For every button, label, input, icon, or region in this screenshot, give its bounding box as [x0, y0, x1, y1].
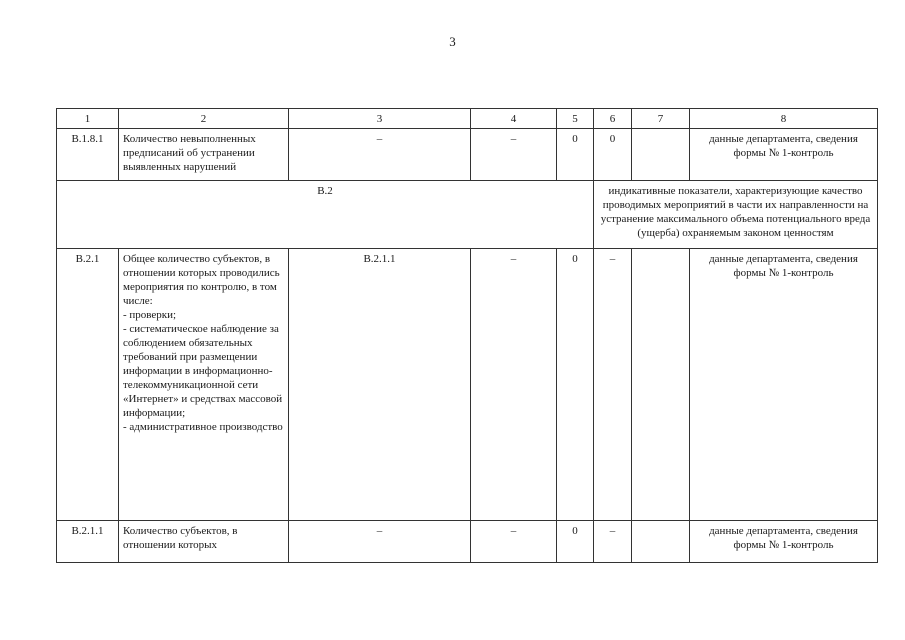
row-code: В.2.1: [57, 249, 119, 521]
row-name: Количество субъектов, в отношении которых: [119, 521, 289, 563]
row-source: данные департамента, сведения формы № 1-контроль: [690, 129, 878, 181]
row-name: Количество невыполненных предписаний об устранении выявленных нарушений: [119, 129, 289, 181]
header-cell-6: 6: [594, 109, 632, 129]
row-col7: [632, 129, 690, 181]
header-cell-2: 2: [119, 109, 289, 129]
table-row-b181: [57, 129, 878, 181]
row-source: данные департамента, сведения формы № 1-контроль: [690, 249, 878, 521]
table-row-b21: [57, 249, 878, 521]
row-col6: 0: [594, 129, 632, 181]
page-number: 3: [449, 34, 456, 49]
header-cell-8: 8: [690, 109, 878, 129]
row-col5: 0: [557, 129, 594, 181]
row-col3: –: [289, 521, 471, 563]
section-description: индикативные показатели, характеризующие качество проводимых мероприятий в части их направленности на устранение максимального объема потенциального вреда (ущерба) охраняемым законом ценностям: [594, 181, 878, 249]
header-cell-5: 5: [557, 109, 594, 129]
row-col5: 0: [557, 521, 594, 563]
header-row: [57, 109, 878, 129]
row-source: данные департамента, сведения формы № 1-контроль: [690, 521, 878, 563]
row-col7: [632, 249, 690, 521]
row-col7: [632, 521, 690, 563]
indicators-table: [56, 108, 878, 563]
header-cell-1: 1: [57, 109, 119, 129]
row-col3: В.2.1.1: [289, 249, 471, 521]
header-cell-3: 3: [289, 109, 471, 129]
header-cell-7: 7: [632, 109, 690, 129]
row-code: В.2.1.1: [57, 521, 119, 563]
row-col4: –: [471, 129, 557, 181]
row-col6: –: [594, 521, 632, 563]
row-col6: –: [594, 249, 632, 521]
row-code: В.1.8.1: [57, 129, 119, 181]
table-row-b2: [57, 181, 878, 249]
row-col4: –: [471, 521, 557, 563]
section-code: В.2: [57, 181, 594, 249]
row-name: Общее количество субъектов, в отношении которых проводились мероприятия по контролю, в том числе: - проверки; - систематическое наблюдение за соблюдением обязательных требований при размещении информации в информационно-телекоммуникационной сети «Интернет» и средствах массовой информации; - административное производство: [119, 249, 289, 521]
table-row-b211: [57, 521, 878, 563]
header-cell-4: 4: [471, 109, 557, 129]
row-col4: –: [471, 249, 557, 521]
row-col5: 0: [557, 249, 594, 521]
row-col3: –: [289, 129, 471, 181]
